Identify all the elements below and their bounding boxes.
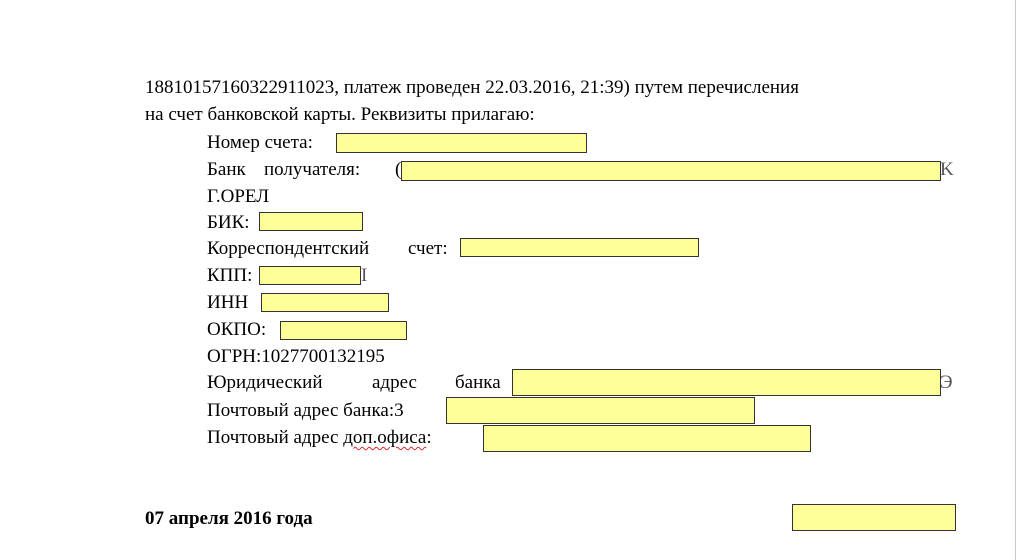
kpp-redaction bbox=[259, 266, 361, 285]
branch-label-part3: : bbox=[426, 427, 432, 448]
bank-suffix: K bbox=[940, 159, 954, 180]
bank-label-word2: получателя: bbox=[264, 159, 361, 180]
kpp-suffix: I bbox=[361, 265, 368, 286]
bank-name-redaction bbox=[401, 161, 941, 181]
postal-address-label: Почтовый адрес банка:3 bbox=[207, 400, 404, 421]
intro-line-2: на счет банковской карты. Реквизиты прилагаю: bbox=[145, 104, 535, 125]
intro-line-1: 18810157160322911023, платеж проведен 22.03.2016, 21:39) путем перечисления bbox=[145, 77, 799, 98]
bik-redaction bbox=[259, 212, 363, 231]
corr-account-redaction bbox=[460, 238, 699, 257]
account-redaction bbox=[336, 133, 587, 153]
kpp-label: КПП: bbox=[207, 265, 253, 286]
inn-label: ИНН bbox=[207, 292, 249, 313]
okpo-label: ОКПО: bbox=[207, 319, 267, 340]
bank-label-word1: Банк bbox=[207, 159, 246, 180]
account-label: Номер счета: bbox=[207, 132, 313, 153]
legal-label-word3: банка bbox=[455, 372, 501, 393]
corr-label-word1: Корреспондентский bbox=[207, 238, 370, 259]
corr-label-word2: счет: bbox=[408, 238, 448, 259]
branch-label-misspelled: доп.офиса bbox=[343, 427, 427, 448]
okpo-redaction bbox=[280, 321, 407, 340]
ogrn-line: ОГРН:1027700132195 bbox=[207, 346, 385, 367]
legal-suffix: Э bbox=[940, 372, 953, 393]
signature-redaction bbox=[792, 504, 956, 531]
page-edge bbox=[1015, 0, 1016, 560]
branch-label-part1: Почтовый адрес bbox=[207, 427, 344, 448]
city-line: Г.ОРЕЛ bbox=[207, 186, 270, 207]
bank-prefix: ( bbox=[395, 159, 402, 180]
document-date: 07 апреля 2016 года bbox=[145, 508, 313, 529]
postal-address-redaction bbox=[446, 397, 755, 424]
inn-redaction bbox=[261, 293, 389, 312]
legal-label-word1: Юридический bbox=[207, 372, 323, 393]
branch-address-label bbox=[207, 427, 432, 449]
legal-address-redaction bbox=[512, 369, 941, 396]
branch-address-redaction bbox=[483, 425, 811, 452]
bik-label: БИК: bbox=[207, 212, 250, 233]
legal-label-word2: адрес bbox=[372, 372, 417, 393]
